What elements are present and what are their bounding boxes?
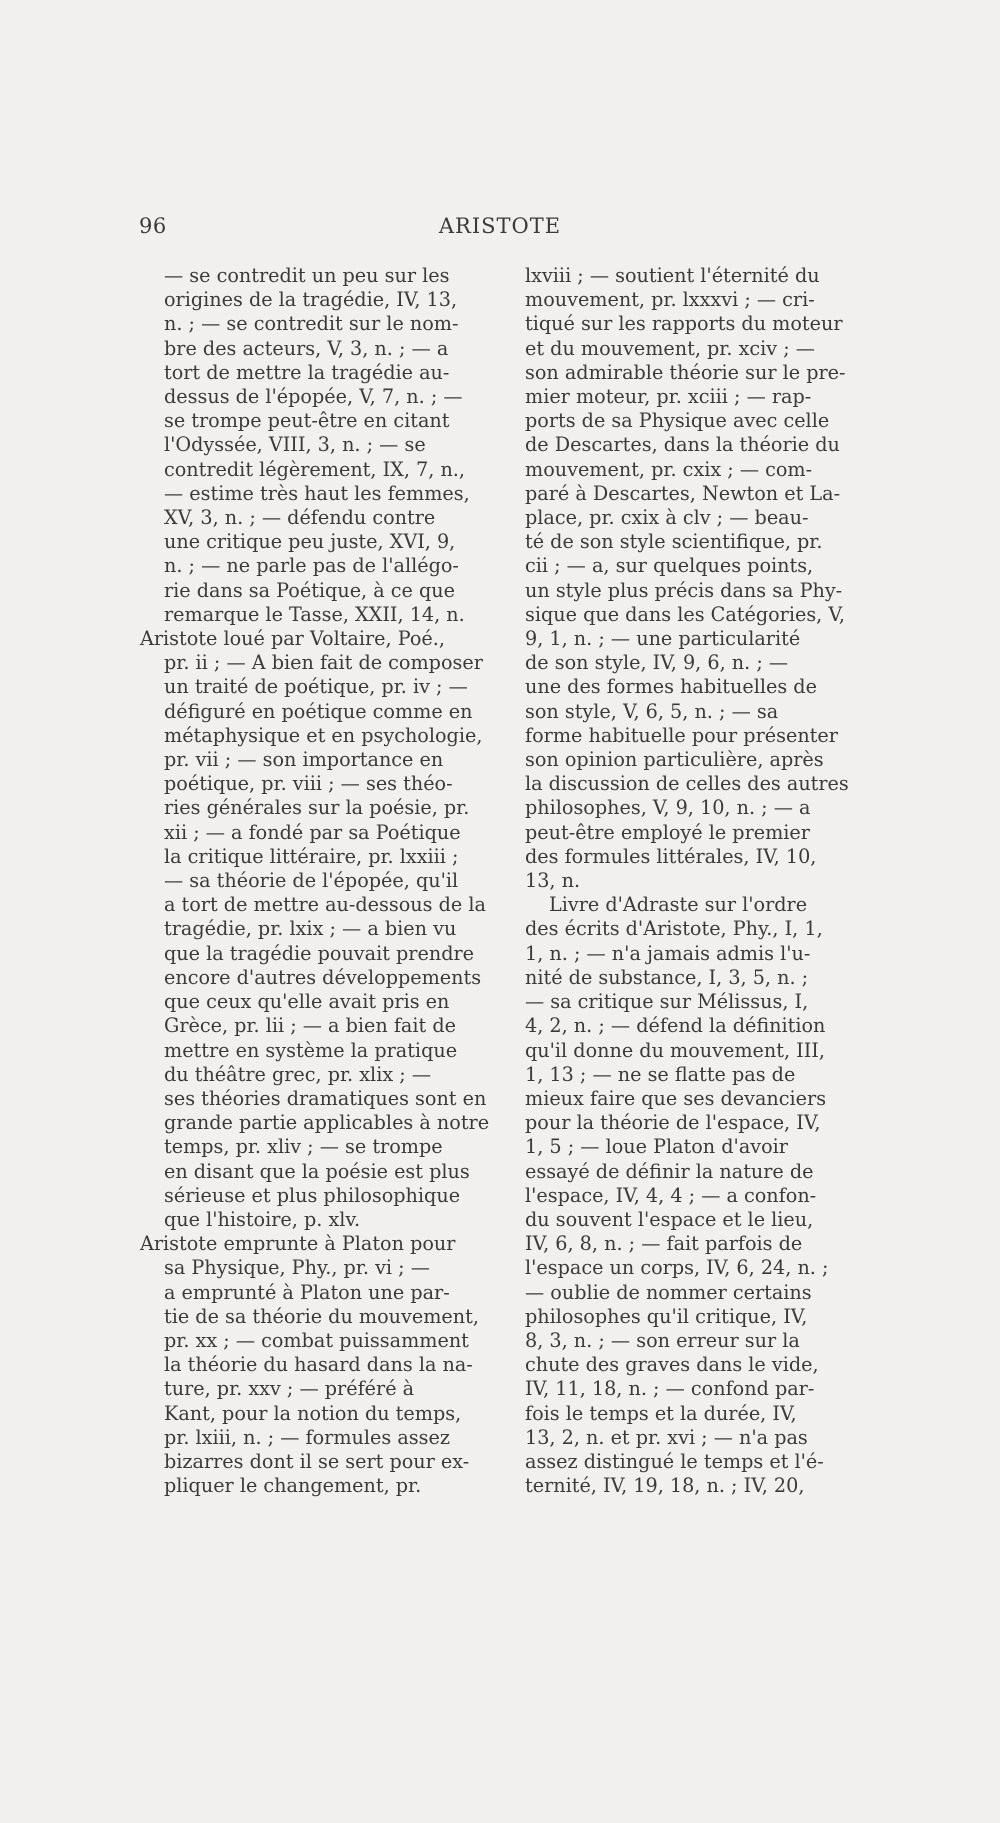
right-column-line: lxviii ; — soutient l'éternité du: [525, 264, 820, 287]
left-column-line: n. ; — ne parle pas de l'allégo-: [164, 554, 459, 578]
right-column-line: tiqué sur les rapports du moteur: [525, 312, 843, 336]
right-column-line: peut-être employé le premier: [525, 820, 810, 844]
left-column-line: — estime très haut les femmes,: [164, 481, 470, 505]
right-column-line: des formules littérales, IV, 10,: [525, 844, 817, 868]
right-column-line: cii ; — a, sur quelques points,: [525, 554, 814, 578]
left-column-line: ries générales sur la poésie, pr.: [164, 796, 470, 820]
right-column-line: mier moteur, pr. xciii ; — rap-: [525, 385, 812, 409]
running-title: ARISTOTE: [438, 214, 562, 238]
left-column-line: tort de mettre la tragédie au-: [164, 360, 450, 384]
left-column-line: ture, pr. xxv ; — préféré à: [164, 1377, 415, 1401]
page-header: [139, 214, 861, 244]
right-column-line: — sa critique sur Mélissus, I,: [525, 990, 809, 1014]
left-column-line: Grèce, pr. lii ; — a bien fait de: [164, 1014, 456, 1038]
left-column-line: pr. ii ; — A bien fait de composer: [164, 651, 483, 675]
right-column-line: son opinion particulière, après: [525, 748, 824, 772]
left-column-line: remarque le Tasse, XXII, 14, n.: [164, 602, 465, 626]
right-column-line: sique que dans les Catégories, V,: [525, 602, 845, 626]
left-column-line: n. ; — se contredit sur le nom-: [164, 312, 459, 336]
right-column-line: mouvement, pr. lxxxvi ; — cri-: [525, 288, 815, 312]
left-column-line: que l'histoire, p. xlv.: [164, 1207, 361, 1231]
left-text-column: [140, 264, 490, 1498]
left-column-line: tie de sa théorie du mouvement,: [164, 1304, 479, 1328]
right-column-line: place, pr. cxix à clv ; — beau-: [525, 506, 809, 530]
left-column-line: Kant, pour la notion du temps,: [164, 1401, 462, 1425]
left-column-line: en disant que la poésie est plus: [164, 1159, 470, 1183]
left-column-line: tragédie, pr. lxix ; — a bien vu: [164, 917, 457, 941]
left-column-line: — se contredit un peu sur les: [164, 264, 450, 287]
right-column-line: assez distingué le temps et l'é-: [525, 1449, 824, 1473]
left-column-line: l'Odyssée, VIII, 3, n. ; — se: [164, 433, 426, 457]
right-column-line: 13, n.: [525, 869, 581, 893]
right-column-line: ports de sa Physique avec celle: [525, 409, 830, 433]
right-column-line: IV, 6, 8, n. ; — fait parfois de: [525, 1232, 803, 1256]
right-column-line: philosophes qu'il critique, IV,: [525, 1304, 808, 1328]
left-column-line: encore d'autres développements: [164, 965, 482, 989]
left-column-line: contredit légèrement, IX, 7, n.,: [164, 457, 465, 481]
left-column-line: a emprunté à Platon une par-: [164, 1280, 450, 1304]
right-column-line: paré à Descartes, Newton et La-: [525, 481, 841, 505]
right-column-line: — oublie de nommer certains: [525, 1280, 812, 1304]
right-column-line: pour la théorie de l'espace, IV,: [525, 1111, 821, 1135]
right-column-line: mouvement, pr. cxix ; — com-: [525, 457, 813, 481]
right-column-line: l'espace un corps, IV, 6, 24, n. ;: [525, 1256, 829, 1280]
left-column-line: que ceux qu'elle avait pris en: [164, 990, 450, 1014]
right-column-line: chute des graves dans le vide,: [525, 1353, 819, 1377]
left-column-line: grande partie applicables à notre: [164, 1111, 490, 1135]
left-column-line: rie dans sa Poétique, à ce que: [164, 578, 455, 602]
right-column-line: 13, 2, n. et pr. xvi ; — n'a pas: [525, 1425, 808, 1449]
left-column-line: pr. vii ; — son importance en: [164, 748, 444, 772]
left-column-line: bizarres dont il se sert pour ex-: [164, 1449, 470, 1473]
right-column-line: qu'il donne du mouvement, III,: [525, 1038, 825, 1062]
left-column-line: pliquer le changement, pr.: [164, 1474, 422, 1498]
left-column-line: un traité de poétique, pr. iv ; —: [164, 675, 468, 699]
right-column-line: 1, n. ; — n'a jamais admis l'u-: [525, 941, 811, 965]
left-column-line: que la tragédie pouvait prendre: [164, 941, 474, 965]
right-column-line: un style plus précis dans sa Phy-: [525, 578, 843, 602]
right-column-line: IV, 11, 18, n. ; — confond par-: [525, 1377, 815, 1401]
left-column-line: poétique, pr. viii ; — ses théo-: [164, 772, 453, 796]
left-column-line: mettre en système la pratique: [164, 1038, 458, 1062]
right-column-line: et du mouvement, pr. xciv ; —: [525, 336, 815, 360]
right-column-line: philosophes, V, 9, 10, n. ; — a: [525, 796, 811, 820]
left-column-line: Aristote emprunte à Platon pour: [140, 1232, 456, 1256]
right-column-line: de son style, IV, 9, 6, n. ; —: [525, 651, 789, 675]
right-column-line: forme habituelle pour présenter: [525, 723, 838, 747]
left-column-line: a tort de mettre au-dessous de la: [164, 893, 486, 917]
page-number: 96: [139, 214, 167, 238]
left-column-line: sérieuse et plus philosophique: [164, 1183, 461, 1207]
right-column-line: l'espace, IV, 4, 4 ; — a confon-: [525, 1183, 817, 1207]
right-column-line: 1, 5 ; — loue Platon d'avoir: [525, 1135, 788, 1159]
right-column-line: té de son style scientifique, pr.: [525, 530, 823, 554]
left-column-line: origines de la tragédie, IV, 13,: [164, 288, 458, 312]
right-column-line: fois le temps et la durée, IV,: [525, 1401, 797, 1425]
left-column-line: temps, pr. xliv ; — se trompe: [164, 1135, 443, 1159]
right-column-line: du souvent l'espace et le lieu,: [525, 1207, 814, 1231]
left-column-line: du théâtre grec, pr. xlix ; —: [164, 1062, 432, 1086]
left-column-line: la critique littéraire, pr. lxxiii ;: [164, 844, 459, 868]
left-column-line: pr. lxiii, n. ; — formules assez: [164, 1425, 450, 1449]
left-column-line: une critique peu juste, XVI, 9,: [164, 530, 456, 554]
right-text-column: [525, 264, 865, 1498]
left-column-line: xii ; — a fondé par sa Poétique: [164, 820, 461, 844]
right-column-line: 4, 2, n. ; — défend la définition: [525, 1014, 826, 1038]
right-column-line: la discussion de celles des autres: [525, 772, 849, 796]
left-column-line: dessus de l'épopée, V, 7, n. ; —: [164, 385, 463, 409]
right-column-line: essayé de définir la nature de: [525, 1159, 814, 1183]
right-column-line: Livre d'Adraste sur l'ordre: [549, 893, 808, 917]
left-column-line: ses théories dramatiques sont en: [164, 1086, 487, 1110]
right-column-line: 9, 1, n. ; — une particularité: [525, 627, 801, 651]
right-column-line: ternité, IV, 19, 18, n. ; IV, 20,: [525, 1474, 805, 1498]
right-column-line: son style, V, 6, 5, n. ; — sa: [525, 699, 779, 723]
right-column-line: 8, 3, n. ; — son erreur sur la: [525, 1328, 800, 1352]
right-column-line: nité de substance, I, 3, 5, n. ;: [525, 965, 809, 989]
left-column-line: Aristote loué par Voltaire, Poé.,: [140, 627, 445, 651]
left-column-line: bre des acteurs, V, 3, n. ; — a: [164, 336, 449, 360]
left-column-line: métaphysique et en psychologie,: [164, 723, 483, 747]
left-column-line: XV, 3, n. ; — défendu contre: [164, 506, 436, 530]
right-column-line: mieux faire que ses devanciers: [525, 1086, 827, 1110]
left-column-line: se trompe peut-être en citant: [164, 409, 450, 433]
left-column-line: défiguré en poétique comme en: [164, 699, 473, 723]
left-column-line: sa Physique, Phy., pr. vi ; —: [164, 1256, 430, 1280]
right-column-line: une des formes habituelles de: [525, 675, 817, 699]
right-column-line: son admirable théorie sur le pre-: [525, 360, 846, 384]
right-column-line: 1, 13 ; — ne se flatte pas de: [525, 1062, 796, 1086]
left-column-line: la théorie du hasard dans la na-: [164, 1353, 473, 1377]
right-column-line: de Descartes, dans la théorie du: [525, 433, 840, 457]
left-column-line: — sa théorie de l'épopée, qu'il: [164, 869, 459, 893]
left-column-line: pr. xx ; — combat puissamment: [164, 1328, 469, 1352]
right-column-line: des écrits d'Aristote, Phy., I, 1,: [525, 917, 823, 941]
